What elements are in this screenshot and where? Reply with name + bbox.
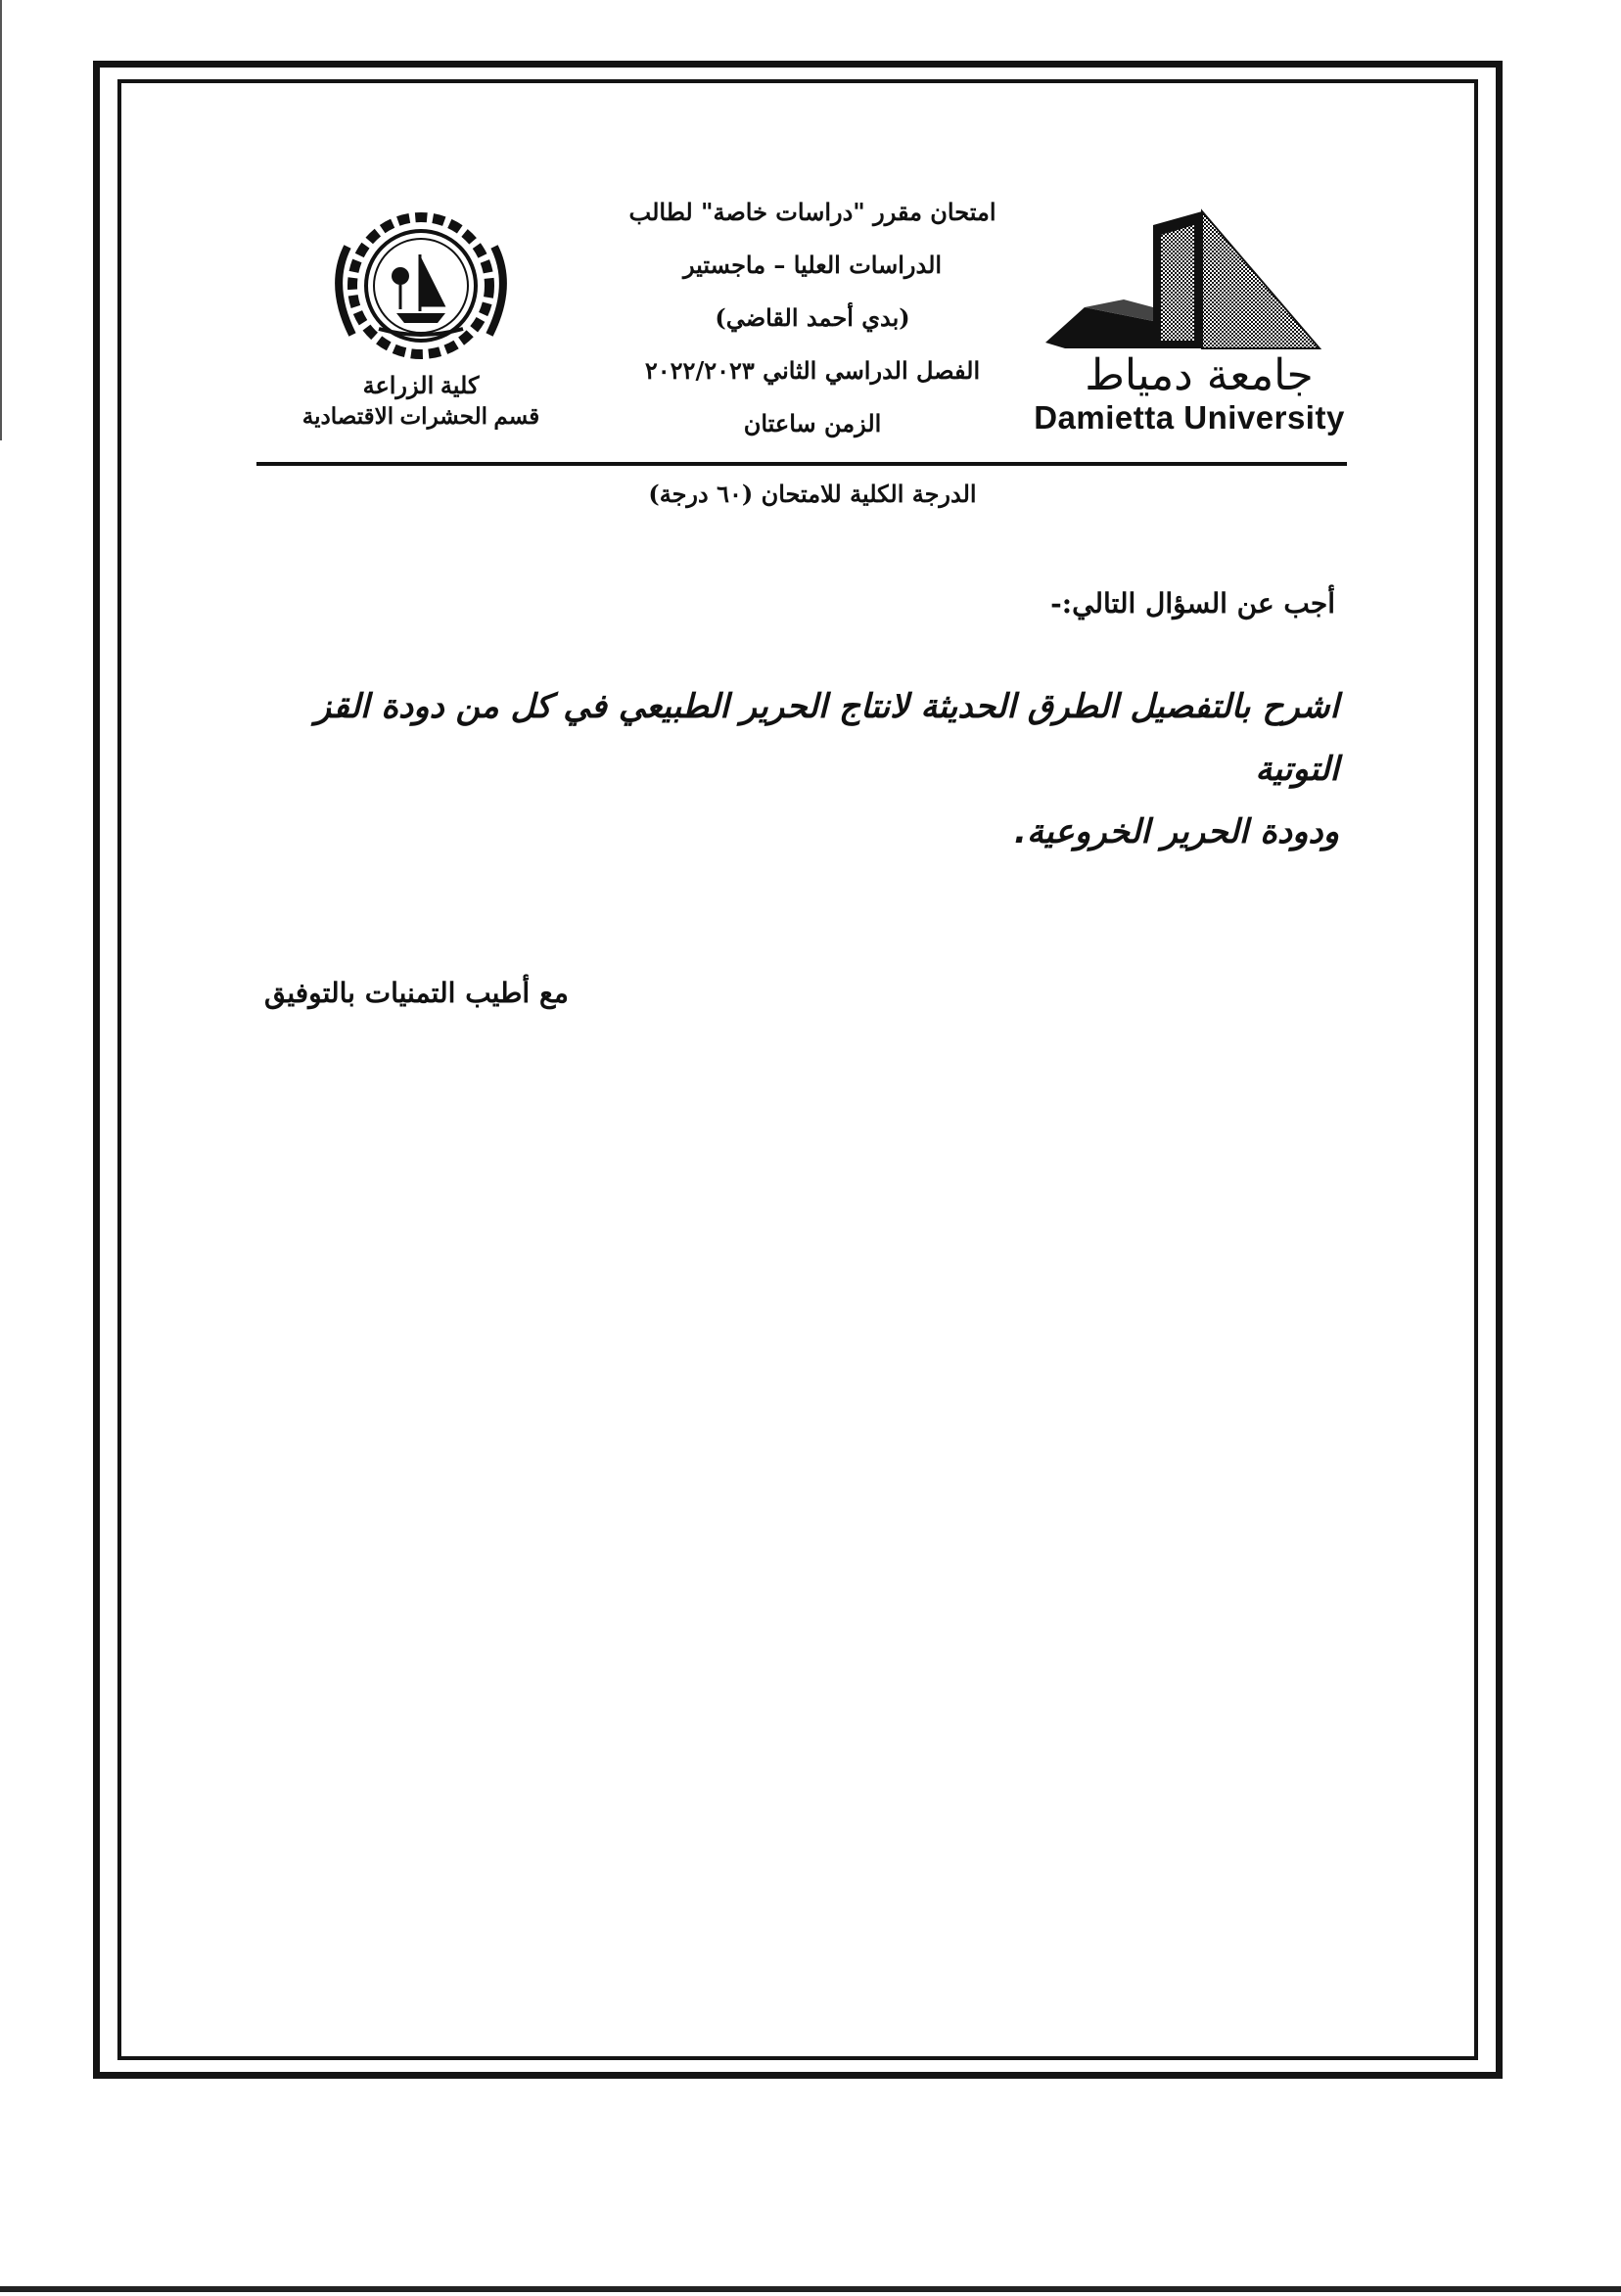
exam-header-line2: الدراسات العليا – ماجستير xyxy=(682,251,943,279)
department-name: قسم الحشرات الاقتصادية xyxy=(301,403,540,429)
exam-header-line5: الزمن ساعتان xyxy=(743,409,882,437)
question-line-2: ودودة الحرير الخروعية. xyxy=(1014,812,1339,851)
total-marks: الدرجة الكلية للامتحان (٦٠ درجة) xyxy=(648,480,977,508)
exam-header-line1: امتحان مقرر "دراسات خاصة" لطالب xyxy=(628,198,996,226)
faculty-name: كلية الزراعة xyxy=(362,373,480,399)
faculty-block xyxy=(284,372,558,431)
university-name-english: Damietta University xyxy=(1034,399,1345,436)
exam-header-line3: (بدي أحمد القاضي) xyxy=(715,303,910,332)
university-name-arabic: جامعة دمياط xyxy=(1085,350,1314,400)
question-text xyxy=(262,675,1339,863)
instruction-text: أجب عن السؤال التالي:- xyxy=(1050,587,1335,620)
scan-edge-bottom xyxy=(0,2286,1621,2292)
exam-header-line4: الفصل الدراسي الثاني ٢٠٢٢/٢٠٢٣ xyxy=(644,356,981,385)
question-line-1: اشرح بالتفصيل الطرق الحديثة لانتاج الحرير الطبيعي في كل من دودة القز التوتية xyxy=(314,687,1339,789)
university-logo-icon xyxy=(1026,206,1339,352)
header-divider xyxy=(256,462,1347,466)
faculty-seal-icon xyxy=(318,207,524,374)
closing-text: مع أطيب التمنيات بالتوفيق xyxy=(264,977,569,1009)
scan-edge-left xyxy=(0,0,2,440)
